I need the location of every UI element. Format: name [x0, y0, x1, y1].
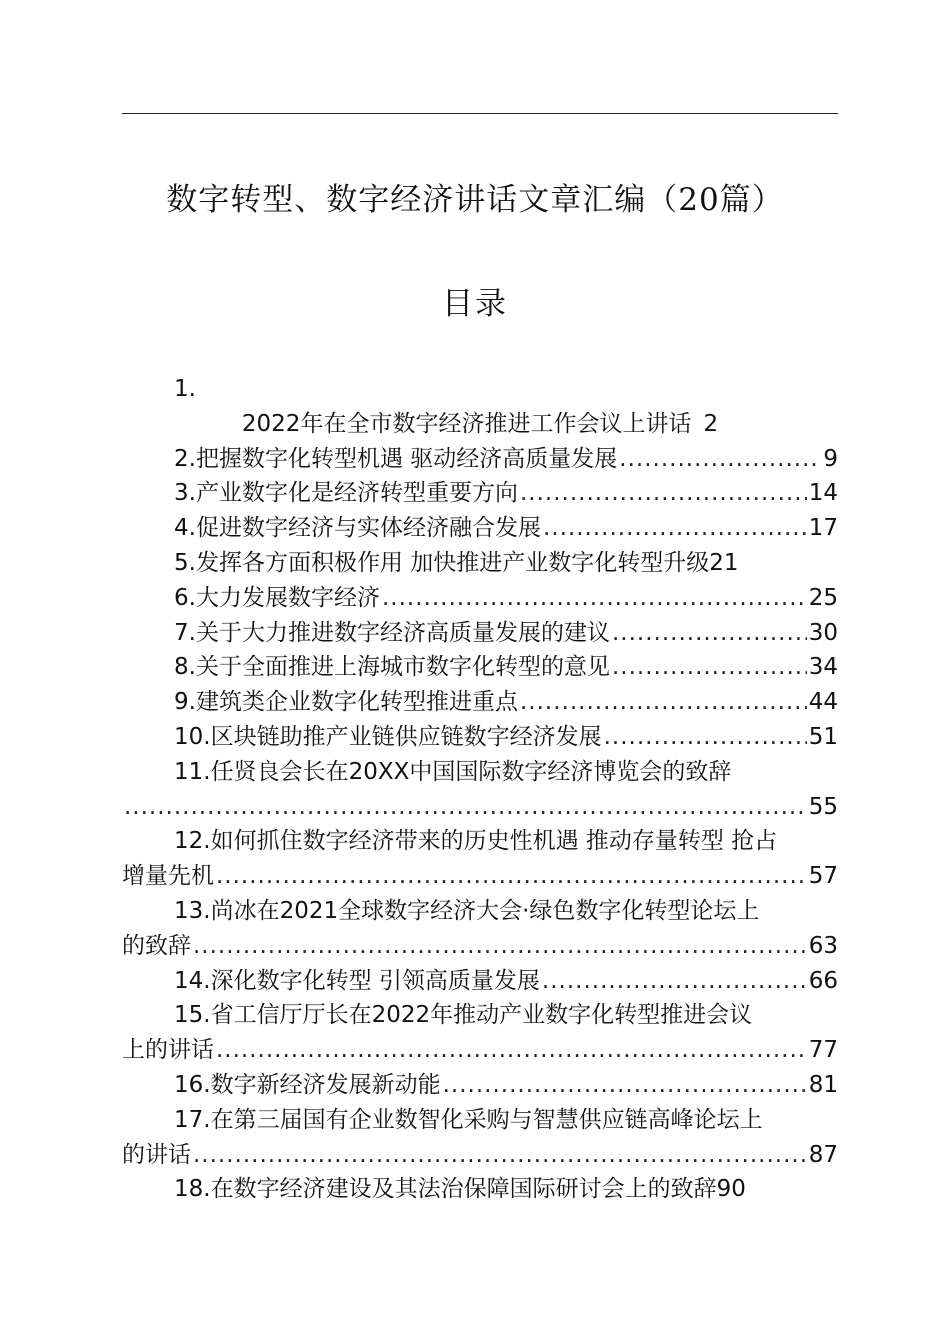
dot-leader [520, 476, 807, 511]
toc-entry-title-cont: 的讲话 [122, 1141, 191, 1168]
dot-leader [520, 685, 807, 720]
toc-entry-page: 34 [808, 654, 838, 681]
toc-entry-number: 9. [174, 689, 196, 716]
toc-entry-13-line-2[interactable] [122, 929, 838, 964]
toc-entry-2[interactable] [122, 442, 838, 477]
dot-leader [612, 650, 807, 685]
toc-entry-page: 51 [808, 723, 838, 750]
toc-entry-title: 关于全面推进上海城市数字化转型的意见 [195, 654, 610, 681]
dot-leader [216, 1033, 807, 1068]
toc-entry-page: 57 [808, 863, 838, 890]
toc-entry-page: 81 [808, 1071, 838, 1098]
toc-entry-page: 87 [808, 1141, 838, 1168]
toc-entry-18[interactable] [122, 1172, 838, 1207]
toc-entry-page: 90 [716, 1176, 746, 1203]
toc-entry-4[interactable] [122, 511, 838, 546]
toc-entry-title: 建筑类企业数字化转型推进重点 [195, 689, 518, 716]
toc-entry-12-line-1[interactable] [122, 824, 838, 859]
toc-entry-11-line-1[interactable] [122, 755, 838, 790]
toc-entry-17-line-2[interactable] [122, 1138, 838, 1173]
toc-entry-page: 9 [823, 445, 838, 472]
dot-leader [124, 790, 807, 825]
toc-entry-1-line-1[interactable] [122, 372, 838, 407]
document-title-part2: 篇） [719, 182, 784, 218]
toc-entry-title: 深化数字化转型 引领高质量发展 [210, 967, 540, 994]
toc-entry-page: 77 [808, 1037, 838, 1064]
toc-entry-13-line-1[interactable] [122, 894, 838, 929]
dot-leader [612, 616, 807, 651]
top-rule [122, 113, 838, 114]
toc-entry-title: 区块链助推产业链供应链数字经济发展 [210, 723, 602, 750]
toc-entry-title: 大力发展数字经济 [195, 584, 380, 611]
toc-entry-number: 14. [174, 967, 211, 994]
toc-entry-number: 8. [174, 654, 196, 681]
toc-entry-page: 66 [808, 967, 838, 994]
dot-leader [382, 581, 807, 616]
toc-entry-title: 13.尚冰在2021全球数字经济大会·绿色数字化转型论坛上 [174, 897, 760, 924]
toc-entry-16[interactable] [122, 1068, 838, 1103]
toc-entry-15-line-1[interactable] [122, 998, 838, 1033]
document-title [0, 176, 950, 224]
toc-entry-title: 17.在第三届国有企业数智化采购与智慧供应链高峰论坛上 [174, 1106, 763, 1133]
toc-entry-title: 在数字经济建设及其法治保障国际研讨会上的致辞 [210, 1176, 717, 1203]
dot-leader [619, 442, 821, 477]
toc-entry-number: 3. [174, 480, 196, 507]
toc-entry-title-cont: 的致辞 [122, 932, 191, 959]
toc-entry-3[interactable] [122, 476, 838, 511]
toc-entry-page: 30 [808, 619, 838, 646]
toc-entry-page: 17 [808, 515, 838, 542]
toc-entry-9[interactable] [122, 685, 838, 720]
toc-entry-number: 5. [174, 549, 196, 576]
toc-entry-title-cont: 上的讲话 [122, 1037, 214, 1064]
toc-entry-number: 6. [174, 584, 196, 611]
document-title-count: 20 [678, 182, 720, 218]
toc-entry-number: 10. [174, 723, 211, 750]
toc-entry-title: 12.如何抓住数字经济带来的历史性机遇 推动存量转型 抢占 [174, 828, 778, 855]
dot-leader [193, 1138, 807, 1173]
toc-entry-title: 数字新经济发展新动能 [210, 1071, 441, 1098]
table-of-contents [122, 372, 838, 1207]
toc-entry-12-line-2[interactable] [122, 859, 838, 894]
toc-entry-number: 1. [174, 376, 196, 402]
toc-entry-title: 11.任贤良会长在20XX中国国际数字经济博览会的致辞 [174, 758, 732, 785]
toc-entry-11-line-2[interactable] [122, 790, 838, 825]
toc-entry-number: 18. [174, 1176, 211, 1203]
toc-entry-page: 2 [703, 410, 719, 437]
dot-leader [542, 964, 807, 999]
toc-entry-10[interactable] [122, 720, 838, 755]
toc-entry-page: 21 [709, 549, 739, 576]
toc-entry-17-line-1[interactable] [122, 1103, 838, 1138]
toc-entry-6[interactable] [122, 581, 838, 616]
dot-leader [216, 859, 807, 894]
toc-entry-8[interactable] [122, 650, 838, 685]
dot-leader [604, 720, 807, 755]
dot-leader [193, 929, 807, 964]
toc-entry-number: 2. [174, 445, 196, 472]
toc-entry-15-line-2[interactable] [122, 1033, 838, 1068]
toc-entry-title: 关于大力推进数字经济高质量发展的建议 [195, 619, 610, 646]
dot-leader [443, 1068, 807, 1103]
toc-heading: 目录 [442, 286, 508, 322]
toc-entry-title: 发挥各方面积极作用 加快推进产业数字化转型升级 [195, 549, 710, 576]
toc-entry-page: 25 [808, 584, 838, 611]
toc-entry-number: 7. [174, 619, 196, 646]
dot-leader [543, 511, 807, 546]
toc-entry-title: 促进数字经济与实体经济融合发展 [195, 515, 541, 542]
toc-entry-page: 63 [808, 932, 838, 959]
toc-entry-title: 15.省工信厅厅长在2022年推动产业数字化转型推进会议 [174, 1002, 753, 1029]
toc-entry-page: 14 [808, 480, 838, 507]
toc-entry-7[interactable] [122, 616, 838, 651]
document-title-part1: 数字转型、数字经济讲话文章汇编（ [166, 182, 679, 218]
toc-entry-1-line-2[interactable] [122, 407, 838, 442]
toc-entry-title: 2022年在全市数字经济推进工作会议上讲话 [241, 410, 692, 437]
toc-entry-title: 产业数字化是经济转型重要方向 [195, 480, 518, 507]
toc-entry-14[interactable] [122, 964, 838, 999]
toc-entry-5[interactable] [122, 546, 838, 581]
toc-entry-title-cont: 增量先机 [122, 863, 214, 890]
toc-entry-page: 44 [808, 689, 838, 716]
toc-entry-page: 55 [808, 793, 838, 820]
toc-entry-title: 把握数字化转型机遇 驱动经济高质量发展 [195, 445, 618, 472]
toc-entry-number: 4. [174, 515, 196, 542]
toc-entry-number: 16. [174, 1071, 211, 1098]
